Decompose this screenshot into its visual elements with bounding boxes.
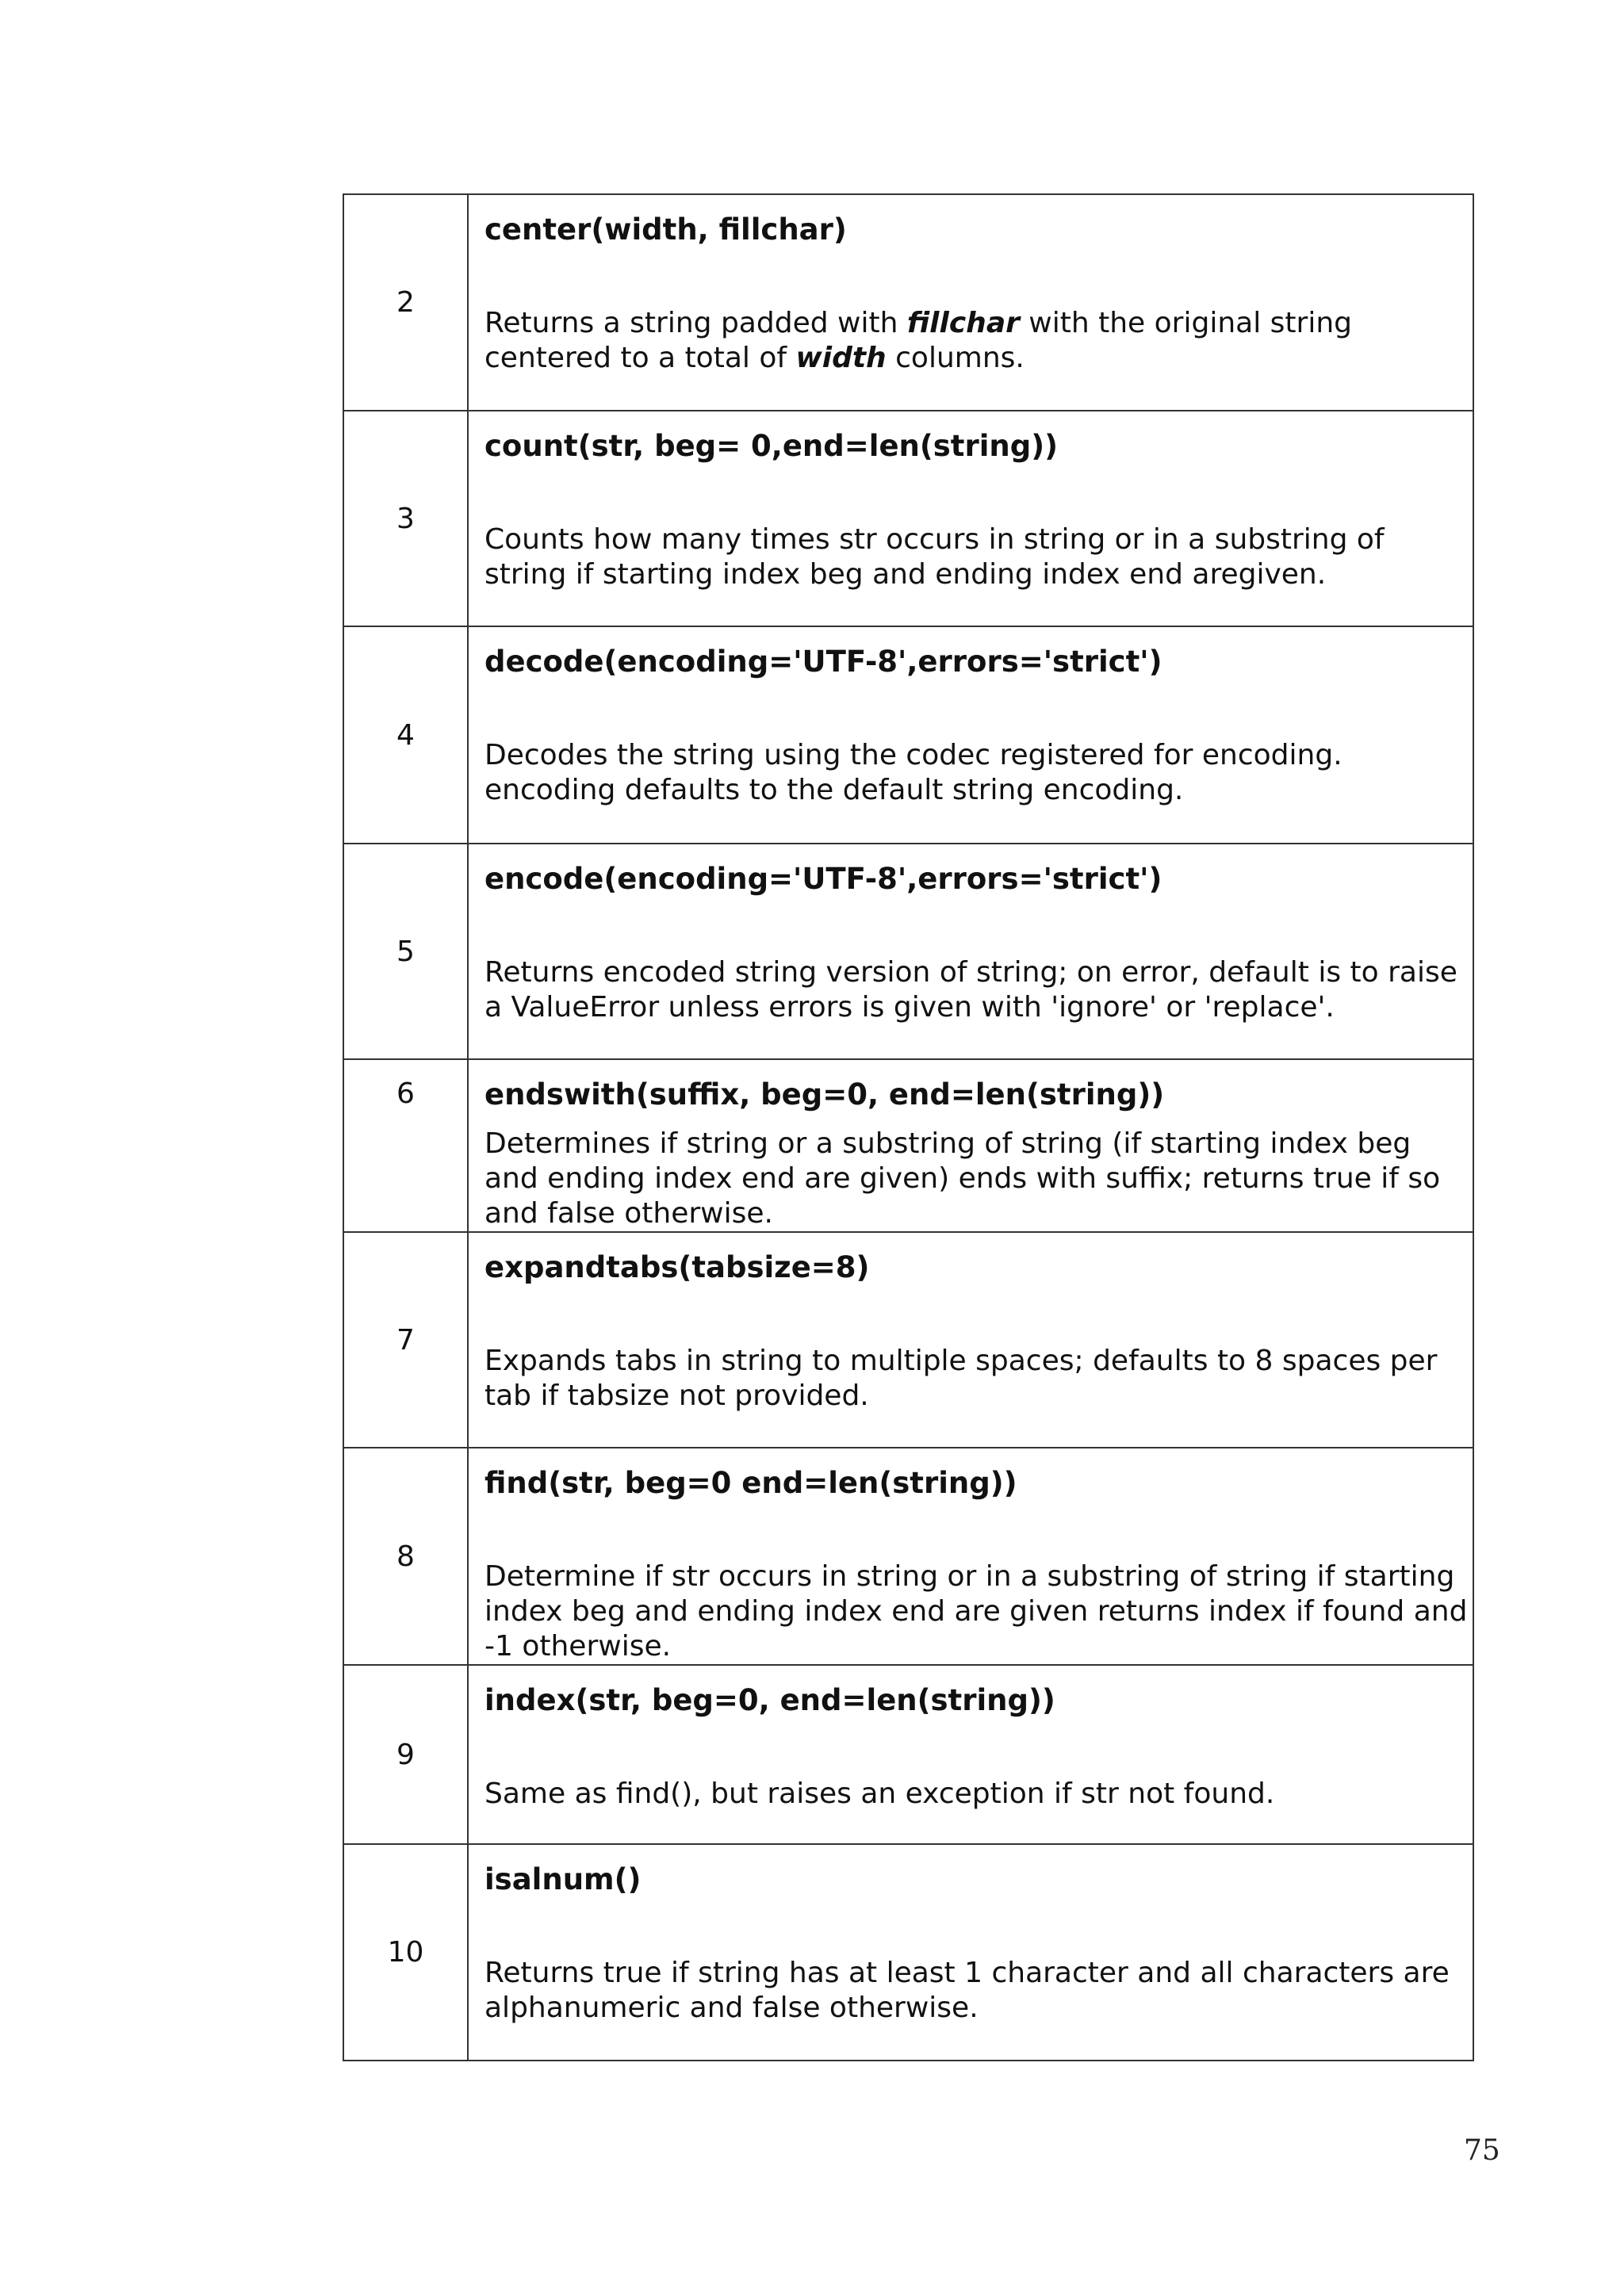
row-number: 8 [343,1448,468,1665]
row-number: 7 [343,1232,468,1448]
table-row [343,626,1473,844]
param-fillchar: fillchar [906,307,1020,339]
table-row [343,1665,1473,1844]
page-number: 75 [1464,2134,1500,2167]
table-row [343,1059,1473,1232]
method-description: Returns true if string has at least 1 character and all characters are alphanumeric and false otherwise. [485,1957,1450,2024]
method-signature: encode(encoding='UTF-8',errors='strict') [485,862,1162,896]
param-width: width [795,342,887,374]
method-description: Expands tabs in string to multiple spaces; defaults to 8 spaces per tab if tabsize not provided. [485,1345,1438,1412]
table-row [343,411,1473,626]
table-row [343,1448,1473,1665]
string-methods-table [343,193,1474,2061]
method-description: Determine if str occurs in string or in a substring of string if starting index beg and ending index end are given returns index if found and -1 otherwise. [485,1560,1468,1663]
row-content [468,1059,1473,1232]
method-description: Determines if string or a substring of string (if starting index beg and ending index end are given) ends with suffix; returns true if so and false otherwise. [485,1127,1441,1230]
method-signature: count(str, beg= 0,end=len(string)) [485,429,1059,463]
table-row [343,1232,1473,1448]
method-signature: decode(encoding='UTF-8',errors='strict') [485,645,1162,679]
method-signature: isalnum() [485,1862,642,1896]
row-number: 9 [343,1665,468,1844]
method-description: Same as find(), but raises an exception if str not found. [485,1777,1275,1810]
table-row [343,844,1473,1059]
method-signature: endswith(suffix, beg=0, end=len(string)) [485,1077,1165,1112]
row-number: 4 [343,626,468,844]
row-number: 10 [343,1844,468,2061]
method-signature: index(str, beg=0, end=len(string)) [485,1683,1055,1717]
method-description: Counts how many times str occurs in string or in a substring of string if starting index beg and ending index end aregiven. [485,523,1385,591]
row-content [468,1448,1473,1665]
row-content [468,1844,1473,2061]
method-description: Returns a string padded with fillchar with the original string centered to a total of width columns. [485,307,1352,374]
row-number: 5 [343,844,468,1059]
row-content [468,626,1473,844]
table-row [343,1844,1473,2061]
row-content [468,411,1473,626]
row-number: 3 [343,411,468,626]
method-description: Decodes the string using the codec registered for encoding. encoding defaults to the default string encoding. [485,739,1342,806]
row-content [468,844,1473,1059]
row-content [468,1665,1473,1844]
row-number: 6 [343,1059,468,1232]
method-signature: find(str, beg=0 end=len(string)) [485,1466,1017,1500]
method-signature: expandtabs(tabsize=8) [485,1250,870,1284]
row-content [468,1232,1473,1448]
row-number: 2 [343,194,468,411]
method-description: Returns encoded string version of string; on error, default is to raise a ValueError unless errors is given with 'ignore' or 'replace'. [485,956,1457,1024]
table-row [343,194,1473,411]
method-signature: center(width, fillchar) [485,212,847,247]
row-content [468,194,1473,411]
